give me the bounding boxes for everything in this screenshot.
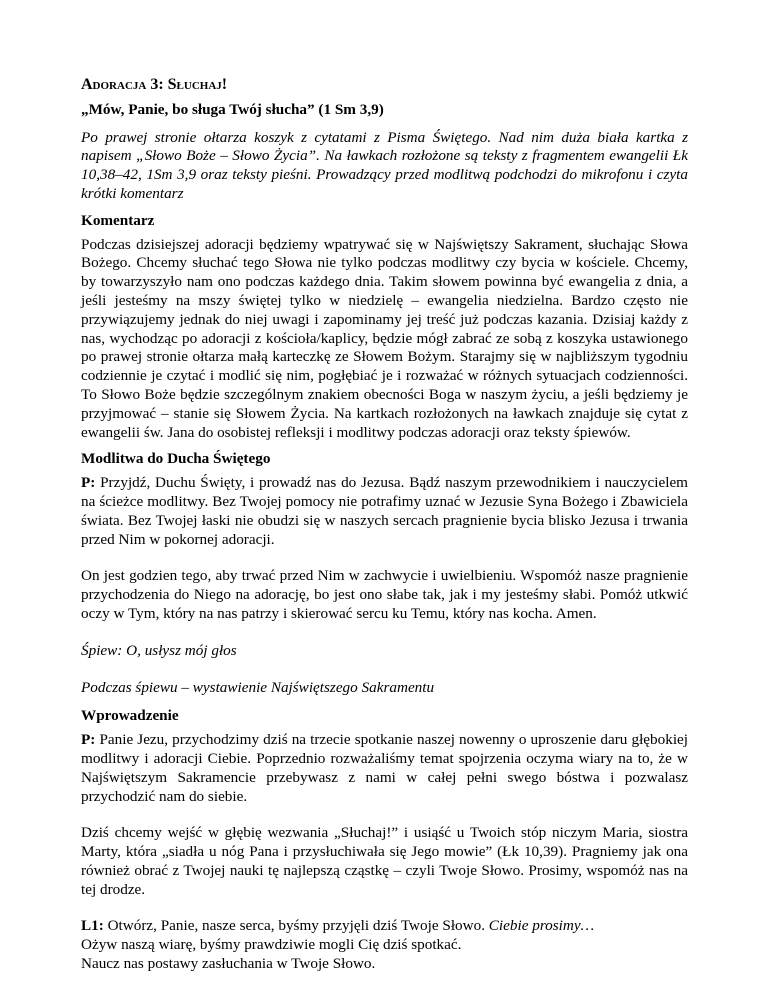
litany-response: Ciebie prosimy… [488, 917, 595, 935]
modlitwa-paragraph-1 [81, 474, 688, 549]
page-title: Adoracja 3: Słuchaj! [81, 76, 228, 93]
litany-text-1: Otwórz, Panie, nasze serca, byśmy przyjęli dziś Twoje Słowo. [103, 917, 489, 935]
modlitwa-paragraph-2: On jest godzien tego, aby trwać przed Nim w zachwycie i uwielbieniu. Wspomóż nasze pragnienie przychodzenia do Niego na adorację, bo jest ono słabe tak, jak i my jesteśmy słabi. Pomóż utkwić oczy w Tym, który na nas patrzy i skierować sercu ku Temu, który nas kocha. Amen. [81, 567, 688, 622]
speaker-label: P: [81, 731, 96, 749]
song-title: Śpiew: O, usłysz mój głos [81, 641, 237, 659]
speaker-label: P: [81, 474, 96, 492]
wprowadzenie-paragraph-2: Dziś chcemy wejść w głębię wezwania „Słuchaj!” i usiąść u Twoich stóp niczym Maria, siostra Marty, która „siadła u nóg Pana i przysłuchiwała się Jego mowie” (Łk 10,39). Pragniemy jak ona również obrać z Twojej nauki tę najlepszą cząstkę – czyli Twoje Słowo. Prosimy, wspomóż nas na tej drodze. [81, 824, 688, 898]
scripture-quote: „Mów, Panie, bo sługa Twój słucha” (1 Sm 3,9) [81, 100, 384, 118]
section-heading-wprowadzenie: Wprowadzenie [81, 707, 179, 725]
litany-line-2: Ożyw naszą wiarę, byśmy prawdziwie mogli Cię dziś spotkać. [81, 936, 462, 954]
komentarz-text: Podczas dzisiejszej adoracji będziemy wpatrywać się w Najświętszy Sakrament, słuchając Słowa Bożego. Chcemy słuchać tego Słowa nie tylko podczas modlitwy czy bycia w kościele. Chcemy, by towarzyszyło nam ono podczas każdego dnia. Takim słowem powinna być ewangelia z dnia, a jeśli jesteśmy na mszy świętej tylko w niedzielę – ewangelia niedzielna. Bardzo często nie przywiązujemy jednak do niej uwagi i zapominamy jej treść już podczas kazania. Dzisiaj każdy z nas, wychodząc po adoracji z kościoła/kaplicy, będzie mógł zabrać ze sobą z koszyka ustawionego po prawej stronie ołtarza małą karteczkę ze Słowem Bożym. Starajmy się w najbliższym tygodniu codziennie je czytać i modlić się nim, pogłębiać je i rozważać w różnych sytuacjach codzienności. To Słowo Boże będzie szczególnym znakiem obecności Boga w naszym życiu, a jeśli będziemy je przyjmować – stanie się Słowem Życia. Na kartkach rozłożonych na ławkach znajduje się cytat z ewangelii św. Jana do osobistej refleksji i modlitwy podczas adoracji oraz teksty śpiewów. [81, 235, 688, 441]
rubric: Podczas śpiewu – wystawienie Najświętszego Sakramentu [81, 678, 435, 696]
section-heading-komentarz: Komentarz [81, 211, 155, 229]
litany-line-1 [81, 917, 688, 936]
litany-line-3: Naucz nas postawy zasłuchania w Twoje Słowo. [81, 955, 376, 973]
litany-label: L1: [81, 917, 104, 935]
section-heading-modlitwa: Modlitwa do Ducha Świętego [81, 450, 271, 468]
intro-instructions: Po prawej stronie ołtarza koszyk z cytatami z Pisma Świętego. Nad nim duża biała kartka z napisem „Słowo Boże – Słowo Życia”. Na ławkach rozłożone są teksty z fragmentem ewangelii Łk 10,38–42, 1Sm 3,9 oraz teksty pieśni. Prowadzący przed modlitwą podchodzi do mikrofonu i czyta krótki komentarz [81, 128, 688, 202]
modlitwa-text-1: Przyjdź, Duchu Święty, i prowadź nas do Jezusa. Bądź naszym przewodnikiem i nauczycielem na ścieżce modlitwy. Bez Twojej pomocy nie potrafimy uznać w Jezusie Syna Bożego i Zbawiciela świata. Bez Twojej łaski nie obudzi się w naszych sercach pragnienie bycia blisko Jezusa i trwania przed Nim w pokornej adoracji. [81, 474, 688, 548]
wprowadzenie-text-1: Panie Jezu, przychodzimy dziś na trzecie spotkanie naszej nowenny o uproszenie daru głębokiej modlitwy i adoracji Ciebie. Poprzednio rozważaliśmy temat spojrzenia oczyma wiary na to, że w Najświętszym Sakramencie przebywasz z nami w całej pełni swego bóstwa i pozwalasz przychodzić nam do siebie. [81, 731, 688, 805]
wprowadzenie-paragraph-1 [81, 731, 688, 806]
